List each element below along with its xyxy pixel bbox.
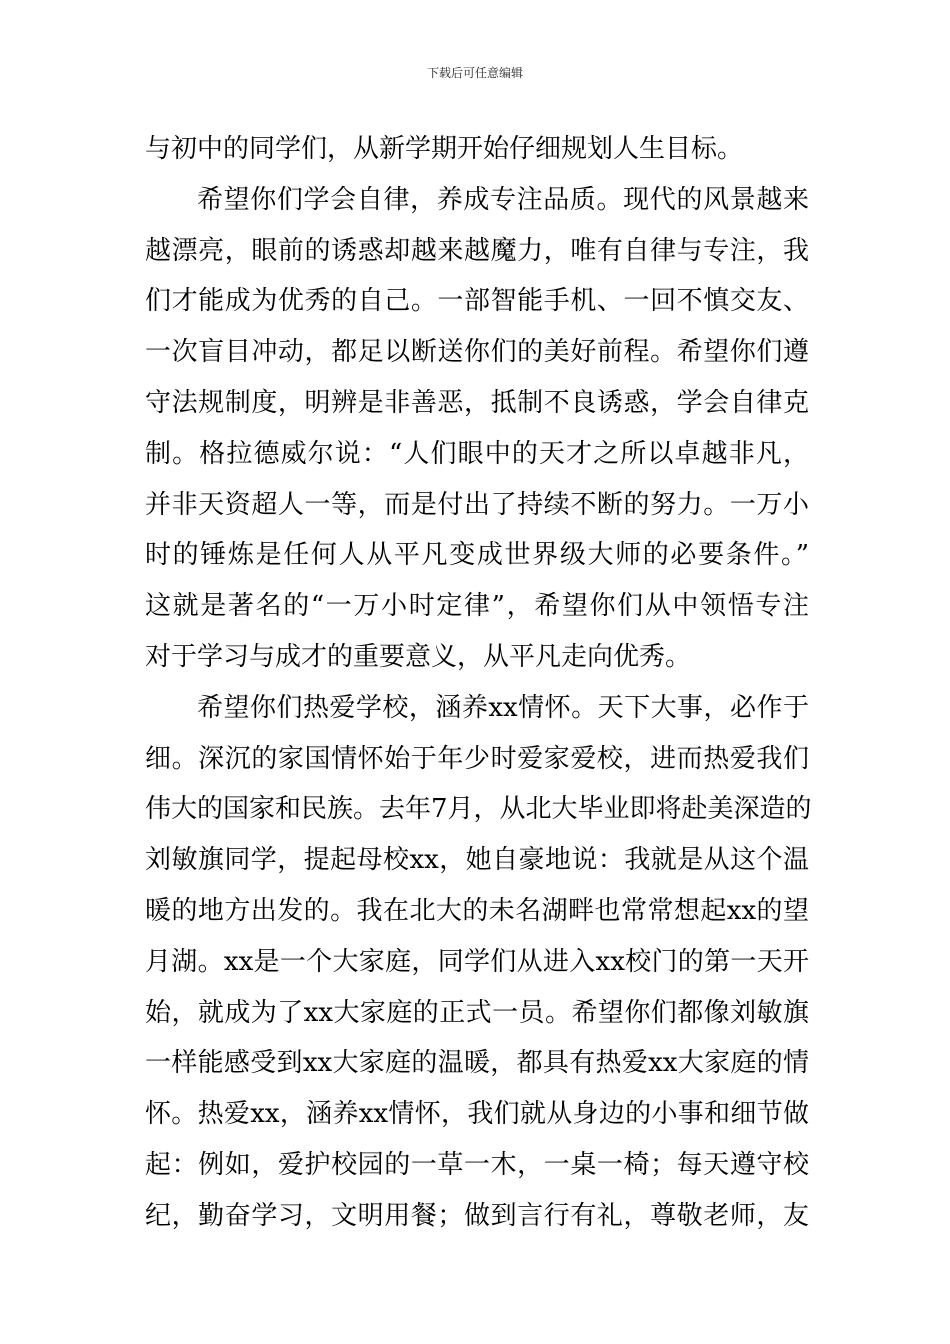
text-line: 与初中的同学们，从新学期开始仔细规划人生目标。 xyxy=(145,134,744,164)
document-body xyxy=(145,124,812,1242)
text-line: 伟大的国家和民族。去年7月，从北大毕业即将赴美深造的 xyxy=(145,794,812,825)
text-line: 纪，勤奋学习，文明用餐；做到言行有礼，尊敬老师，友 xyxy=(145,1200,809,1231)
page-header: 下载后可任意编辑 xyxy=(426,66,523,80)
text-line: 时的锤炼是任何人从平凡变成世界级大师的必要条件。” xyxy=(145,540,809,571)
text-line: 这就是著名的“一万小时定律”，希望你们从中领悟专注 xyxy=(145,591,809,622)
text-line: 月湖。xx是一个大家庭，同学们从进入xx校门的第一天开 xyxy=(145,946,809,977)
text-line: 始，就成为了xx大家庭的正式一员。希望你们都像刘敏旗 xyxy=(145,997,809,1028)
text-line: 一样能感受到xx大家庭的温暖，都具有热爱xx大家庭的情 xyxy=(145,1048,809,1079)
text-line: 对于学习与成才的重要意义，从平凡走向优秀。 xyxy=(145,641,692,672)
text-line: 希望你们热爱学校，涵养xx情怀。天下大事，必作于 xyxy=(197,692,809,723)
text-line: 希望你们学会自律，养成专注品质。现代的风景越来 xyxy=(197,184,809,215)
text-line: 刘敏旗同学，提起母校xx，她自豪地说：我就是从这个温 xyxy=(145,845,809,876)
text-line: 怀。热爱xx，涵养xx情怀，我们就从身边的小事和细节做 xyxy=(145,1099,809,1130)
text-line: 们才能成为优秀的自己。一部智能手机、一回不慎交友、 xyxy=(145,286,809,317)
text-line: 制。格拉德威尔说：“人们眼中的天才之所以卓越非凡， xyxy=(145,438,809,469)
text-line: 一次盲目冲动，都足以断送你们的美好前程。希望你们遵 xyxy=(145,337,809,368)
text-line: 越漂亮，眼前的诱惑却越来越魔力，唯有自律与专注，我 xyxy=(145,235,809,266)
text-line: 细。深沉的家国情怀始于年少时爱家爱校，进而热爱我们 xyxy=(145,743,809,774)
text-line: 起：例如，爱护校园的一草一木，一桌一椅；每天遵守校 xyxy=(145,1149,809,1180)
paragraph xyxy=(145,124,809,175)
paragraph xyxy=(145,175,809,683)
text-line: 并非天资超人一等，而是付出了持续不断的努力。一万小 xyxy=(145,489,809,520)
text-line: 守法规制度，明辨是非善恶，抵制不良诱惑，学会自律克 xyxy=(145,387,809,418)
paragraph xyxy=(145,683,812,1242)
text-line: 暖的地方出发的。我在北大的未名湖畔也常常想起xx的望 xyxy=(145,895,809,926)
